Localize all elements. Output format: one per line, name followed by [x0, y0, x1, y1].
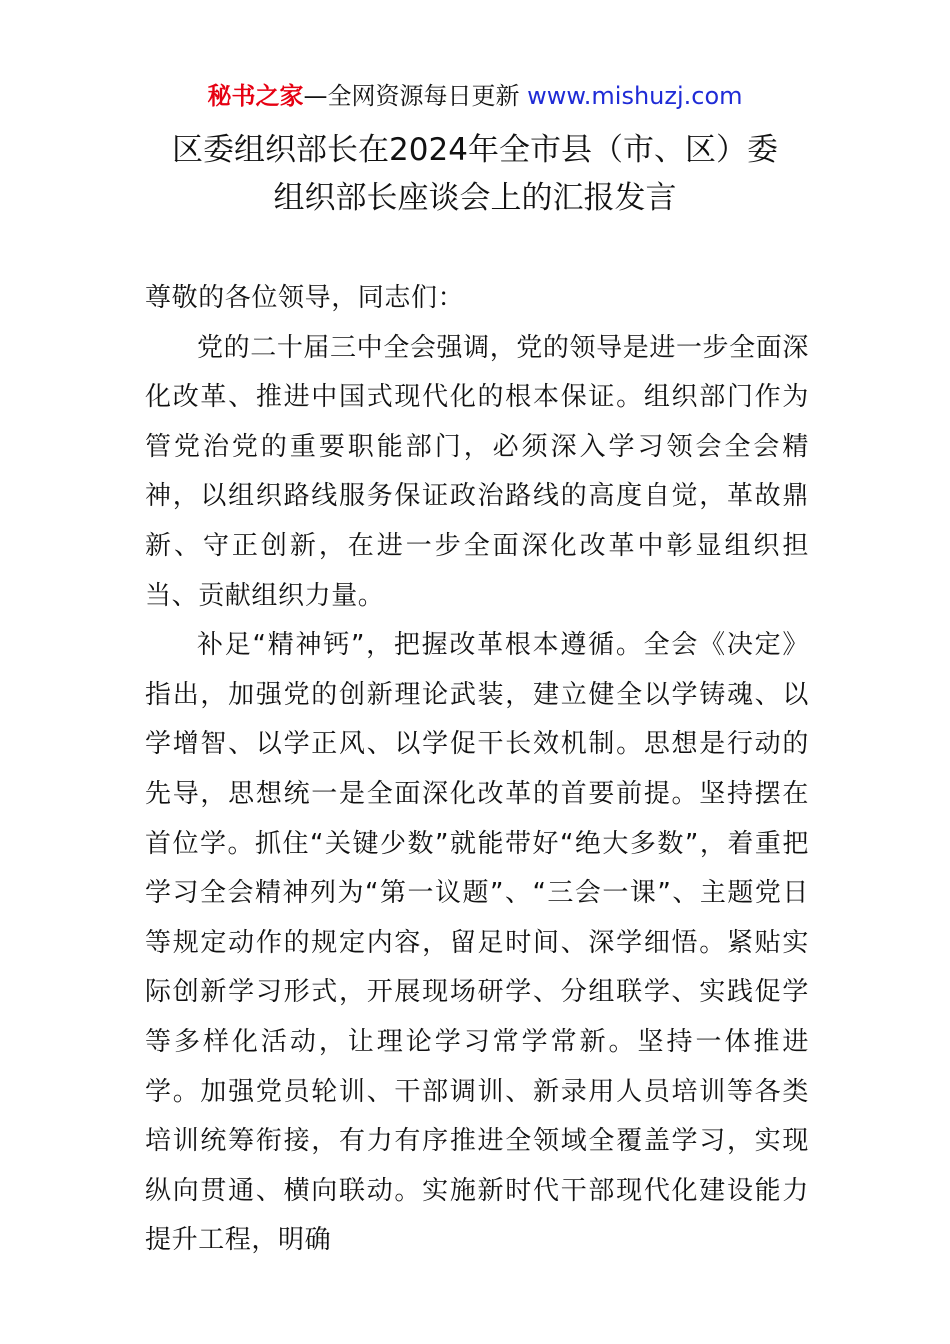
salutation: 尊敬的各位领导，同志们：: [145, 283, 465, 313]
paragraph-2: 补足“精神钙”，把握改革根本遵循。全会《决定》指出，加强党的创新理论武装，建立健全以学铸魂、以学增智、以学正风、以学促干长效机制。思想是行动的先导，思想统一是全面深化改革的首要前提。坚持摆在首位学。抓住“关键少数”就能带好“绝大多数”，着重把学习全会精神列为“第一议题”、“三会一课”、主题党日等规定动作的规定内容，留足时间、深学细悟。紧贴实际创新学习形式，开展现场研学、分组联学、实践促学等多样化活动，让理论学习常学常新。坚持一体推进学。加强党员轮训、干部调训、新录用人员培训等各类培训统筹衔接，有力有序推进全领域全覆盖学习，实现纵向贯通、横向联动。实施新时代干部现代化建设能力提升工程，明确: [145, 630, 809, 1256]
banner-brand: 秘书之家: [207, 82, 304, 110]
document-body: [145, 274, 809, 1266]
paragraph-1: 党的二十届三中全会强调，党的领导是进一步全面深化改革、推进中国式现代化的根本保证。组织部门作为管党治党的重要职能部门，必须深入学习领会全会精神，以组织路线服务保证政治路线的高度自觉，革故鼎新、守正创新，在进一步全面深化改革中彰显组织担当、贡献组织力量。: [145, 332, 809, 611]
banner-tagline: —全网资源每日更新: [303, 82, 528, 110]
banner-url-link[interactable]: www.mishuzj.com: [527, 82, 743, 110]
site-banner: [0, 80, 950, 112]
title-line-1: 区委组织部长在2024年全市县（市、区）委: [172, 132, 778, 168]
document-title: [0, 126, 950, 222]
title-line-2: 组织部长座谈会上的汇报发言: [273, 180, 677, 216]
